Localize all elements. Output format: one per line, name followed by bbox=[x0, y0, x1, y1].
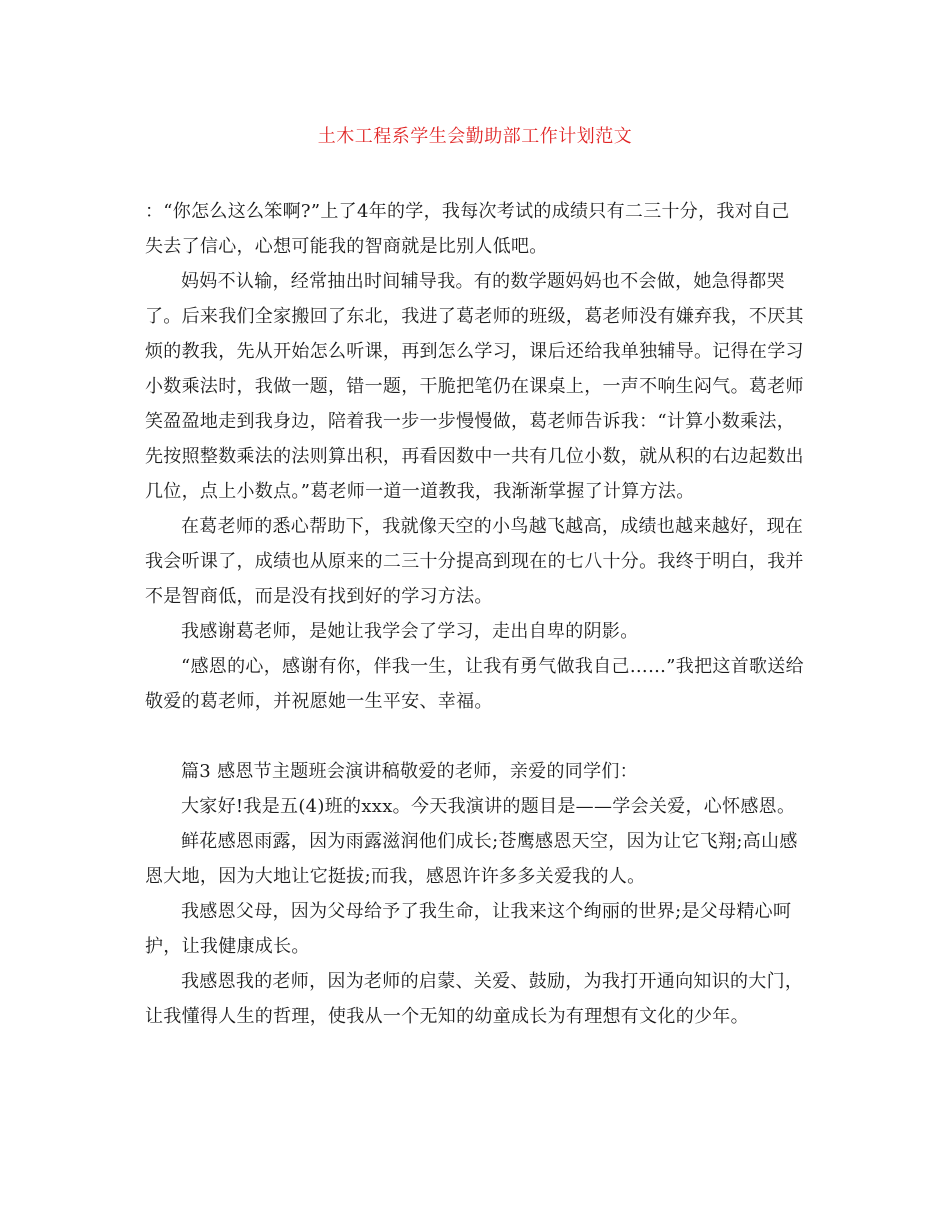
paragraph: 大家好!我是五(4)班的xxx。今天我演讲的题目是——学会关爱，心怀感恩。 bbox=[181, 796, 796, 817]
paragraph: 妈妈不认输，经常抽出时间辅导我。有的数学题妈妈也不会做，她急得都哭了。后来我们全家搬回了东北，我进了葛老师的班级，葛老师没有嫌弃我，不厌其烦的教我，先从开始怎么听课，再到怎么学习，课后还给我单独辅导。记得在学习小数乘法时，我做一题，错一题，干脆把笔仍在课桌上，一声不响生闷气。葛老师笑盈盈地走到我身边，陪着我一步一步慢慢做，葛老师告诉我：“计算小数乘法，先按照整数乘法的法则算出积，再看因数中一共有几位小数，就从积的右边起数出几位，点上小数点。”葛老师一道一道教我，我渐渐掌握了计算方法。 bbox=[145, 271, 804, 502]
section-gap bbox=[145, 719, 805, 754]
paragraph: 在葛老师的悉心帮助下，我就像天空的小鸟越飞越高，成绩也越来越好，现在我会听课了，成绩也从原来的二三十分提高到现在的七八十分。我终于明白，我并不是智商低，而是没有找到好的学习方法。 bbox=[145, 516, 804, 607]
paragraph: ：“你怎么这么笨啊?”上了4年的学，我每次考试的成绩只有二三十分，我对自己失去了信心，心想可能我的智商就是比别人低吧。 bbox=[145, 201, 790, 257]
document-title: 土木工程系学生会勤助部工作计划范文 bbox=[317, 126, 633, 147]
section-heading bbox=[145, 754, 805, 789]
paragraph: 鲜花感恩雨露，因为雨露滋润他们成长;苍鹰感恩天空，因为让它飞翔;高山感恩大地，因为大地让它挺拔;而我，感恩许许多多关爱我的人。 bbox=[145, 831, 798, 887]
paragraph: 我感恩我的老师，因为老师的启蒙、关爱、鼓励，为我打开通向知识的大门，让我懂得人生的哲理，使我从一个无知的幼童成长为有理想有文化的少年。 bbox=[145, 971, 804, 1027]
paragraph: 我感恩父母，因为父母给予了我生命，让我来这个绚丽的世界;是父母精心呵护，让我健康成长。 bbox=[145, 901, 792, 957]
paragraph: “感恩的心，感谢有你，伴我一生，让我有勇气做我自己……”我把这首歌送给敬爱的葛老师，并祝愿她一生平安、幸福。 bbox=[145, 656, 804, 712]
paragraph: 我感谢葛老师，是她让我学会了学习，走出自卑的阴影。 bbox=[181, 621, 639, 642]
document-body bbox=[145, 194, 805, 1034]
section-label: 篇3 感恩节主题班会演讲稿 bbox=[181, 761, 401, 782]
section-greeting: 敬爱的老师，亲爱的同学们： bbox=[400, 761, 638, 782]
